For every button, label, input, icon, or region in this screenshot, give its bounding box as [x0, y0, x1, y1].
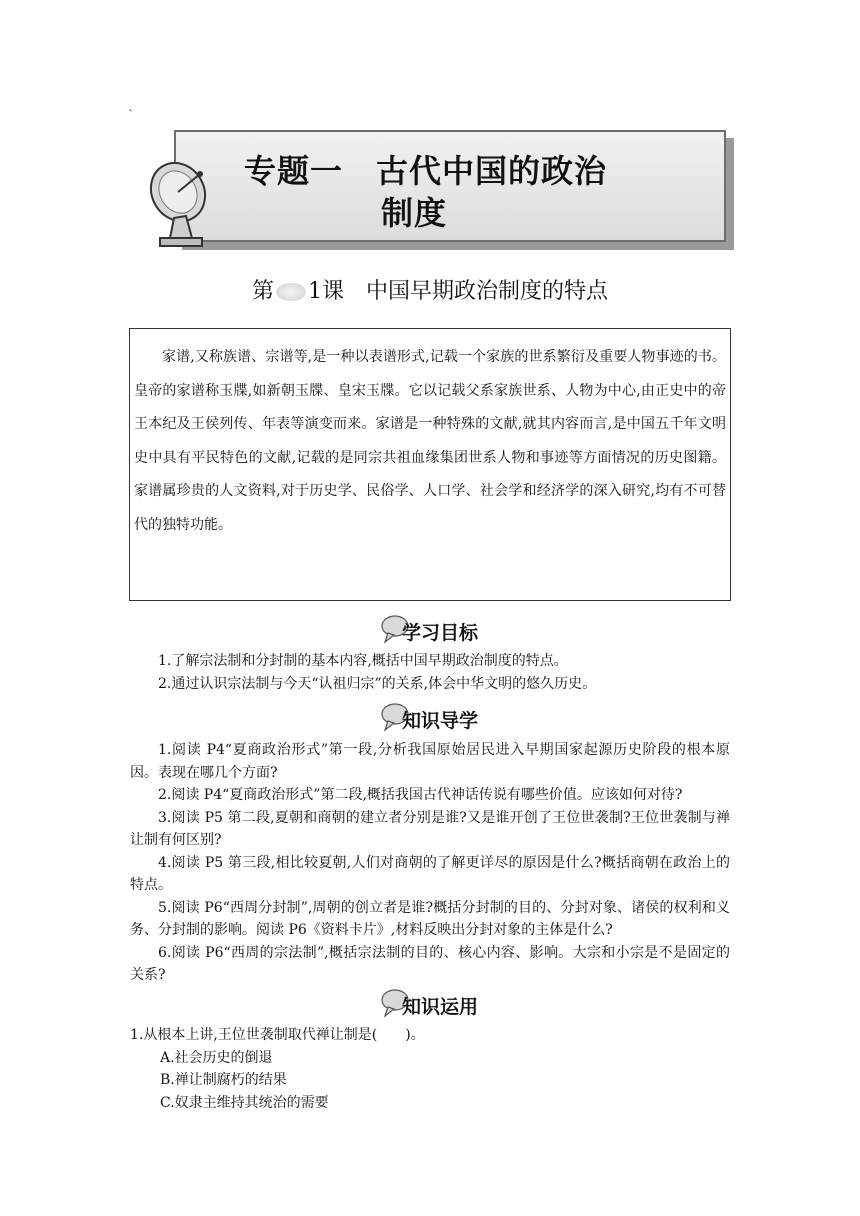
- intro-text: 家谱,又称族谱、宗谱等,是一种以表谱形式,记载一个家族的世系繁衍及重要人物事迹的书。皇帝的家谱称玉牒,如新朝玉牒、皇宋玉牒。它以记载父系家族世系、人物为中心,由正史中的帝王本纪及王侯列传、年表等演变而来。家谱是一种特殊的文献,就其内容而言,是中国五千年文明史中具有平民特色的文献,记载的是同宗共祖血缘集团世系人物和事迹等方面情况的历史图籍。家谱属珍贵的人文资料,对于历史学、民俗学、人口学、社会学和经济学的深入研究,均有不可替代的独特功能。: [134, 349, 726, 533]
- lesson-title: [0, 274, 860, 305]
- section-title-goals: 学习目标: [402, 622, 479, 644]
- lesson-number: 1: [308, 279, 322, 304]
- guide-list: [130, 739, 730, 987]
- section-heading-guide: [380, 702, 500, 736]
- option-b: B.禅让制腐朽的结果: [160, 1072, 287, 1088]
- lesson-ornament: [276, 283, 306, 301]
- chapter-title-line2: 制度: [381, 194, 448, 232]
- guide-item-3: 3.阅读 P5 第二段,夏朝和商朝的建立者分别是谁?又是谁开创了王位世袭制?王位世袭制与禅让制有何区别?: [130, 809, 730, 848]
- chapter-title-line1: 专题一 古代中国的政治: [244, 152, 608, 190]
- section-heading-goals: [380, 614, 500, 648]
- guide-item-4: 4.阅读 P5 第三段,相比较夏朝,人们对商朝的了解更详尽的原因是什么?概括商朝在政治上的特点。: [130, 854, 730, 893]
- guide-item-6: 6.阅读 P6“西周的宗法制”,概括宗法制的目的、核心内容、影响。大宗和小宗是不是固定的关系?: [130, 944, 730, 983]
- section-heading-practice: [380, 988, 500, 1022]
- question-stem: 1.从根本上讲,王位世袭制取代禅让制是( )。: [130, 1027, 425, 1043]
- lesson-prefix: 第: [251, 279, 274, 304]
- section-title-guide: 知识导学: [402, 710, 479, 732]
- guide-item-1: 1.阅读 P4“夏商政治形式”第一段,分析我国原始居民进入早期国家起源历史阶段的根本原因。表现在哪几个方面?: [130, 742, 730, 781]
- option-a: A.社会历史的倒退: [160, 1049, 273, 1066]
- goal-item-1: 1.了解宗法制和分封制的基本内容,概括中国早期政治制度的特点。: [158, 653, 568, 669]
- guide-item-2: 2.阅读 P4“夏商政治形式”第二段,概括我国古代神话传说有哪些价值。应该如何对待?: [158, 787, 683, 803]
- guide-item-5: 5.阅读 P6“西周分封制”,周朝的创立者是谁?概括分封制的目的、分封对象、诸侯的权利和义务、分封制的影响。阅读 P6《资料卡片》,材料反映出分封对象的主体是什么?: [130, 899, 730, 938]
- chapter-title: [244, 150, 607, 234]
- section-title-practice: 知识运用: [402, 996, 479, 1018]
- satellite-dish-icon: [148, 160, 218, 255]
- goals-list: [130, 650, 730, 695]
- intro-box: [129, 328, 731, 601]
- goal-item-2: 2.通过认识宗法制与今天“认祖归宗”的关系,体会中华文明的悠久历史。: [158, 675, 597, 692]
- lesson-name: 课 中国早期政治制度的特点: [322, 279, 609, 304]
- page-mark: `: [128, 108, 134, 122]
- option-c: C.奴隶主维持其统治的需要: [160, 1094, 329, 1111]
- practice-question: [130, 1024, 730, 1114]
